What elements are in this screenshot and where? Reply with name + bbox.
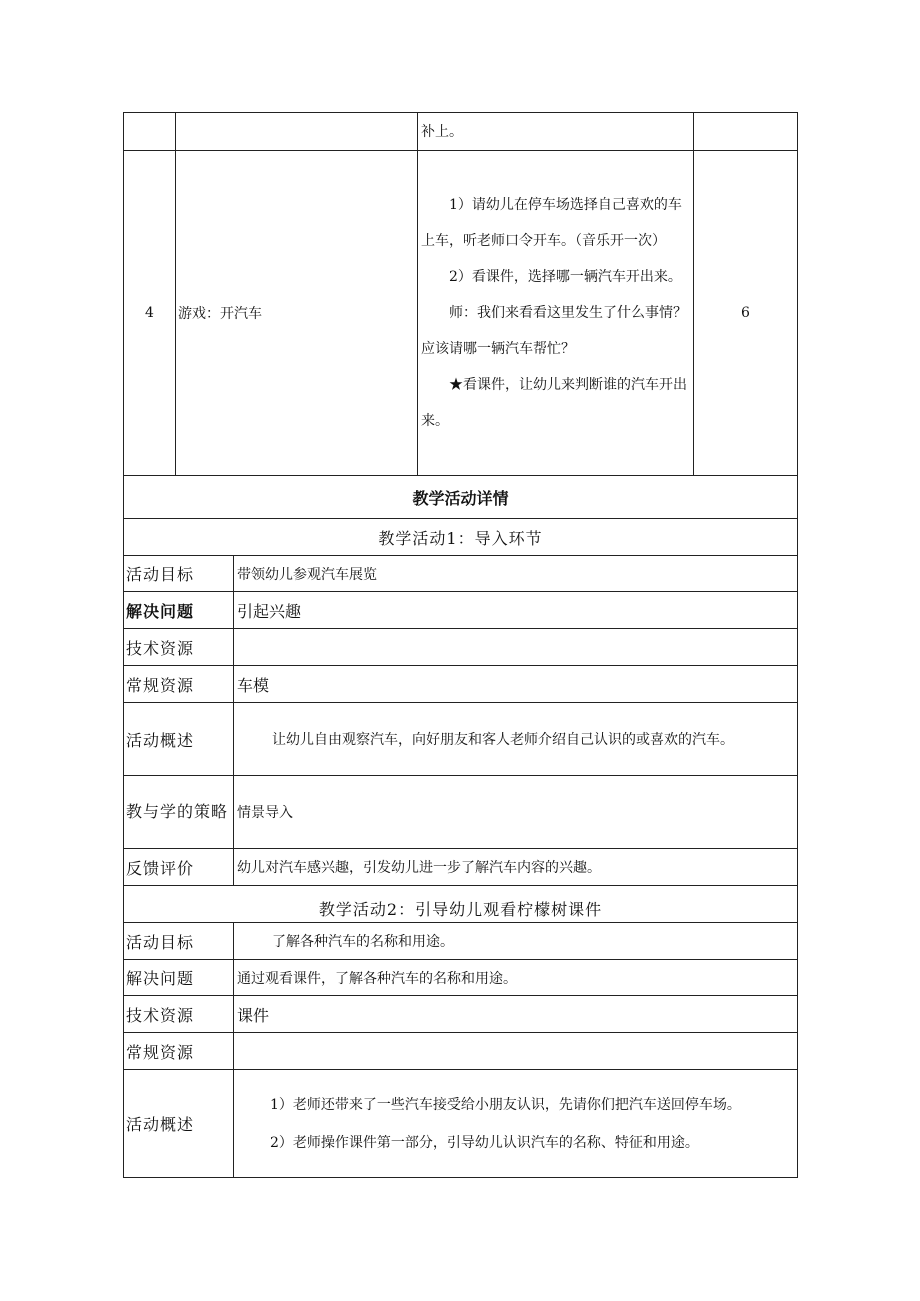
detail-row bbox=[124, 849, 798, 886]
row-number: 4 bbox=[124, 151, 176, 476]
activity-description bbox=[418, 113, 694, 151]
detail-row bbox=[124, 556, 798, 592]
row-value bbox=[234, 1070, 798, 1178]
row-value: 了解各种汽车的名称和用途。 bbox=[234, 923, 798, 960]
minutes: 6 bbox=[694, 151, 798, 476]
overview-line: 2）老师操作课件第一部分，引导幼儿认识汽车的名称、特征和用途。 bbox=[270, 1134, 699, 1151]
detail-row bbox=[124, 996, 798, 1033]
overview-line: 1）老师还带来了一些汽车接受给小朋友认识，先请你们把汽车送回停车场。 bbox=[270, 1096, 741, 1113]
activity-name: 游戏：开汽车 bbox=[176, 151, 418, 476]
row-label: 解决问题 bbox=[124, 592, 234, 629]
detail-row bbox=[124, 703, 798, 776]
schedule-row bbox=[124, 113, 798, 151]
row-label: 活动目标 bbox=[124, 556, 234, 592]
row-value bbox=[234, 629, 798, 666]
detail-row bbox=[124, 923, 798, 960]
row-value: 引起兴趣 bbox=[234, 592, 798, 629]
row-value bbox=[234, 1033, 798, 1070]
description-line: 补上。 bbox=[421, 123, 463, 140]
detail-row bbox=[124, 1033, 798, 1070]
section-title: 教学活动详情 bbox=[124, 476, 798, 519]
row-label: 教与学的策略 bbox=[124, 776, 234, 849]
row-label: 常规资源 bbox=[124, 666, 234, 703]
row-value: 情景导入 bbox=[234, 776, 798, 849]
detail-row bbox=[124, 1070, 798, 1178]
description-line: 2）看课件，选择哪一辆汽车开出来。 bbox=[449, 269, 682, 285]
schedule-row bbox=[124, 151, 798, 476]
activity2-title: 教学活动2：引导幼儿观看柠檬树课件 bbox=[124, 886, 798, 923]
row-value: 幼儿对汽车感兴趣，引发幼儿进一步了解汽车内容的兴趣。 bbox=[234, 849, 798, 886]
activity-detail-table bbox=[123, 475, 798, 1178]
description-line: 师：我们来看看这里发生了什么事情？应该请哪一辆汽车帮忙？ bbox=[421, 305, 687, 357]
row-label: 解决问题 bbox=[124, 960, 234, 996]
description-line: ★看课件，让幼儿来判断谁的汽车开出来。 bbox=[421, 377, 687, 429]
row-number bbox=[124, 113, 176, 151]
detail-row bbox=[124, 666, 798, 703]
row-value: 车模 bbox=[234, 666, 798, 703]
activity-name bbox=[176, 113, 418, 151]
row-label: 常规资源 bbox=[124, 1033, 234, 1070]
row-label: 活动概述 bbox=[124, 703, 234, 776]
row-value: 通过观看课件，了解各种汽车的名称和用途。 bbox=[234, 960, 798, 996]
description-line: 1）请幼儿在停车场选择自己喜欢的车上车，听老师口令开车。（音乐开一次） bbox=[421, 197, 682, 249]
row-value: 带领幼儿参观汽车展览 bbox=[234, 556, 798, 592]
row-value: 课件 bbox=[234, 996, 798, 1033]
detail-row bbox=[124, 592, 798, 629]
detail-row bbox=[124, 960, 798, 996]
schedule-table bbox=[123, 112, 798, 476]
row-label: 技术资源 bbox=[124, 996, 234, 1033]
detail-row bbox=[124, 776, 798, 849]
row-label: 技术资源 bbox=[124, 629, 234, 666]
activity-description bbox=[418, 151, 694, 476]
row-label: 活动目标 bbox=[124, 923, 234, 960]
minutes bbox=[694, 113, 798, 151]
activity1-title: 教学活动1：导入环节 bbox=[124, 519, 798, 556]
row-label: 活动概述 bbox=[124, 1070, 234, 1178]
detail-row bbox=[124, 629, 798, 666]
row-label: 反馈评价 bbox=[124, 849, 234, 886]
row-value: 让幼儿自由观察汽车，向好朋友和客人老师介绍自己认识的或喜欢的汽车。 bbox=[234, 703, 798, 776]
